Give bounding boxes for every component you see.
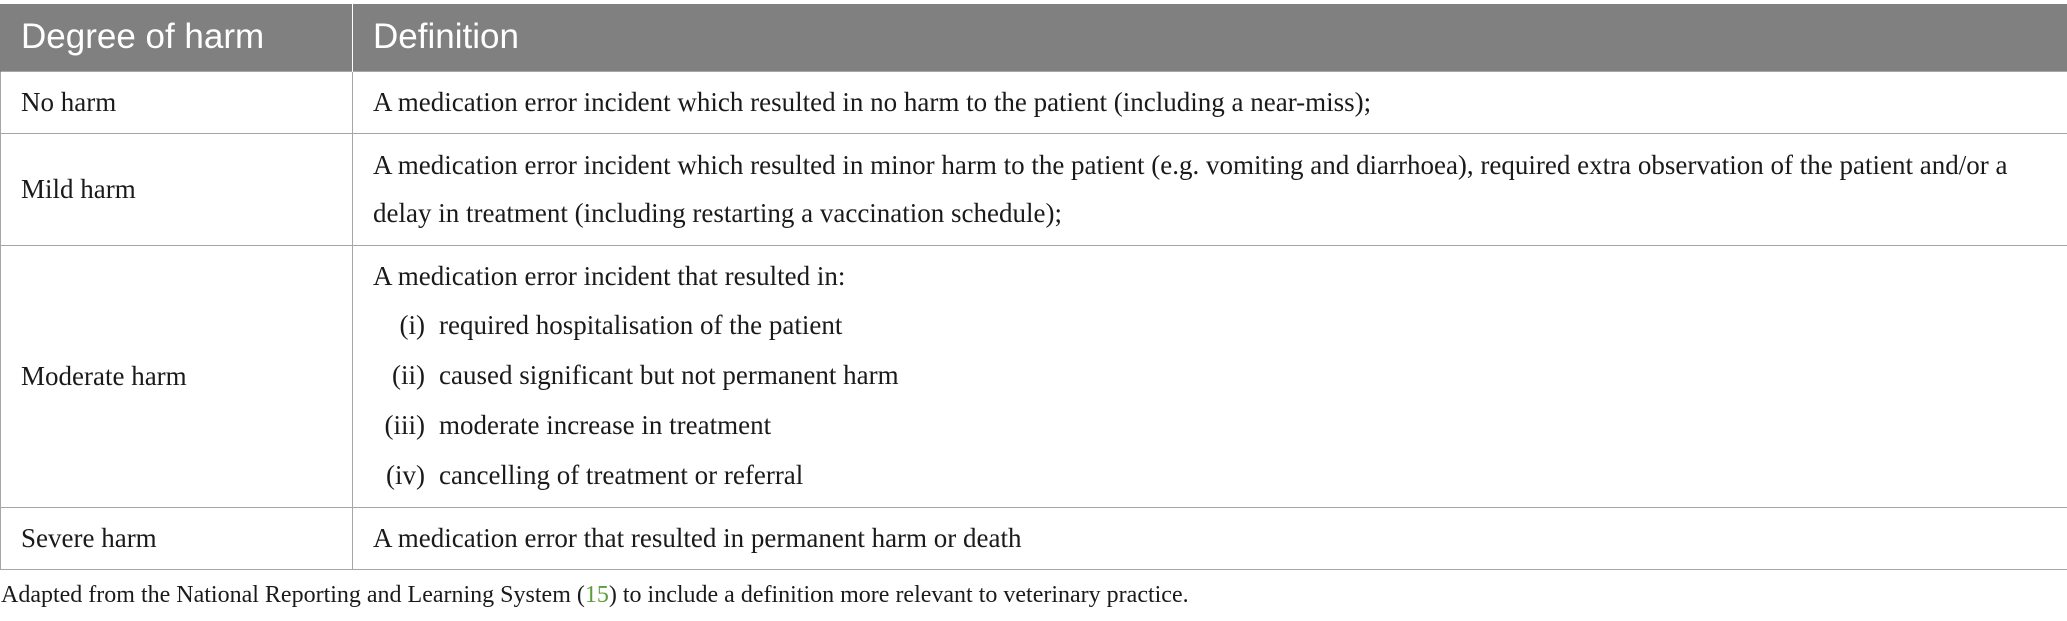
list-item-text: cancelling of treatment or referral	[439, 460, 804, 490]
definition-cell: A medication error that resulted in permanent harm or death	[353, 507, 2067, 569]
list-item-number: (ii)	[392, 360, 425, 390]
list-item	[373, 400, 2047, 450]
table-row	[1, 245, 2067, 507]
definition-cell: A medication error incident which resulted in minor harm to the patient (e.g. vomiting and diarrhoea), required extra observation of the patient and/or a delay in treatment (including restarting a vaccination schedule);	[353, 133, 2067, 245]
list-item-text: required hospitalisation of the patient	[439, 310, 843, 340]
table-footnote	[1, 582, 1189, 609]
list-item	[373, 300, 2047, 350]
definition-sub-list	[373, 300, 2047, 500]
table-row	[1, 133, 2067, 245]
list-item-number: (i)	[399, 310, 425, 340]
footnote-text-before: Adapted from the National Reporting and Learning System (	[1, 582, 585, 608]
footnote-text-after: ) to include a definition more relevant to veterinary practice.	[608, 582, 1189, 608]
degree-cell: Moderate harm	[1, 245, 353, 507]
table-row	[1, 507, 2067, 569]
table-row	[1, 71, 2067, 133]
harm-definitions-table	[0, 4, 2067, 570]
list-item-text: caused significant but not permanent harm	[439, 360, 899, 390]
list-item-number: (iii)	[384, 410, 425, 440]
degree-cell: No harm	[1, 71, 353, 133]
definition-cell: A medication error incident which resulted in no harm to the patient (including a near-miss);	[353, 71, 2067, 133]
definition-cell	[353, 245, 2067, 507]
list-item	[373, 350, 2047, 400]
header-degree-of-harm: Degree of harm	[1, 4, 353, 71]
degree-cell: Severe harm	[1, 507, 353, 569]
degree-cell: Mild harm	[1, 133, 353, 245]
list-item	[373, 450, 2047, 500]
list-item-text: moderate increase in treatment	[439, 410, 772, 440]
list-item-number: (iv)	[386, 460, 425, 490]
table-header-row	[1, 4, 2067, 71]
header-definition: Definition	[353, 4, 2067, 71]
harm-table-container	[0, 4, 2067, 570]
reference-link-15[interactable]: 15	[584, 582, 609, 608]
definition-intro: A medication error incident that resulted in:	[373, 261, 846, 291]
